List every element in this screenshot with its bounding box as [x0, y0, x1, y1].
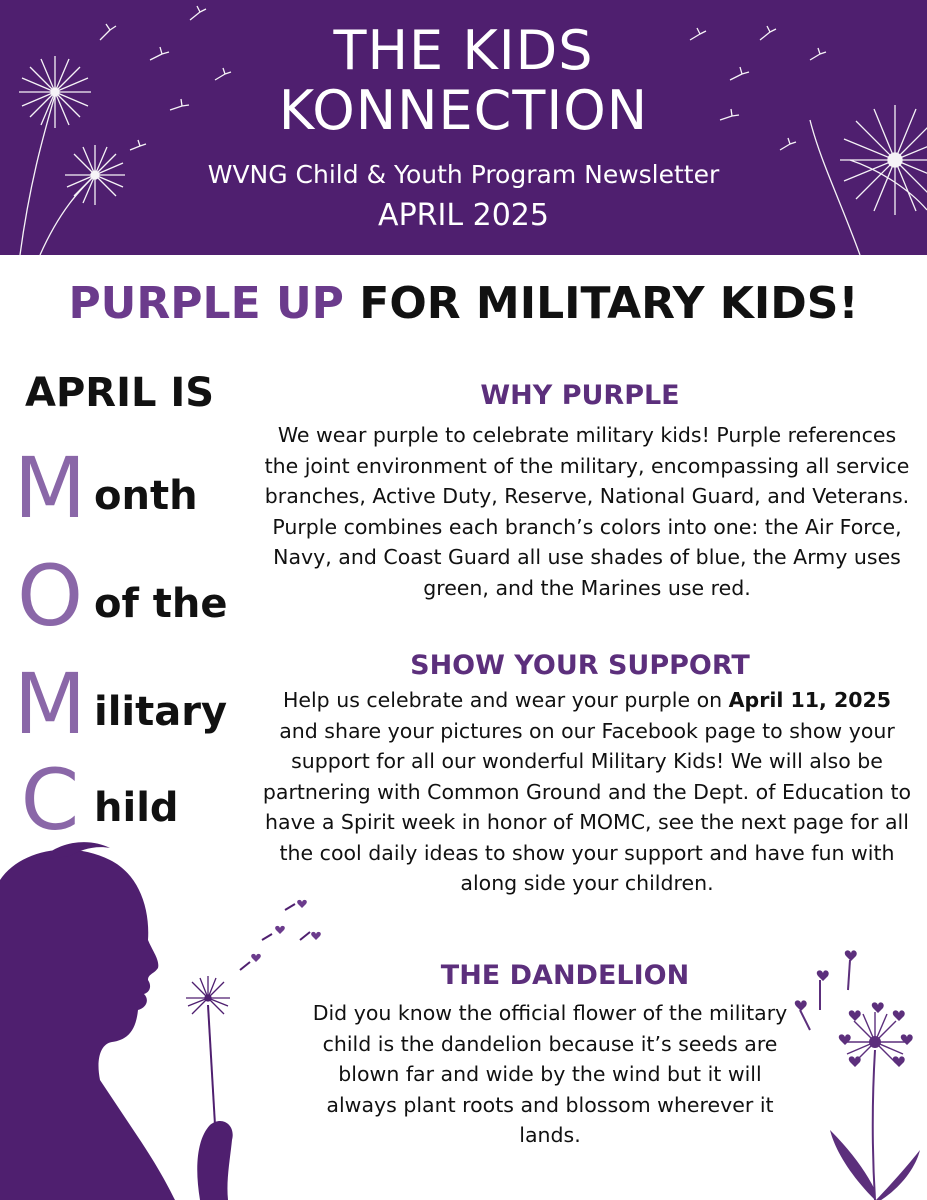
newsletter-title-line1: THE KIDS [333, 19, 594, 82]
momc-word: hild [94, 785, 179, 831]
show-support-heading: SHOW YOUR SUPPORT [410, 650, 750, 681]
newsletter-date: APRIL 2025 [378, 198, 549, 233]
momc-word: onth [94, 473, 198, 519]
newsletter-title-line2: KONNECTION [278, 79, 649, 142]
april-is-label: APRIL IS [25, 370, 215, 416]
child-blowing-dandelion-icon [0, 840, 340, 1200]
support-date: April 11, 2025 [728, 688, 892, 712]
momc-letter: C [20, 751, 80, 849]
headline-black-part: FOR MILITARY KIDS! [359, 278, 859, 329]
heart-dandelion-icon [780, 950, 927, 1200]
dandelion-heading: THE DANDELION [440, 960, 690, 991]
momc-letter: M [13, 439, 87, 537]
momc-word: of the [94, 581, 228, 627]
why-purple-heading: WHY PURPLE [480, 380, 680, 411]
headline-purple-part: PURPLE UP [68, 278, 344, 329]
momc-word: ilitary [94, 689, 228, 735]
page-headline [0, 278, 927, 329]
momc-letter: M [13, 655, 87, 753]
momc-letter: O [16, 547, 84, 645]
show-support-body [262, 685, 912, 899]
dandelion-body: Did you know the official flower of the military child is the dandelion because it’s seeds are blown far and wide by the wind but it will always plant roots and blossom wherever it lands. [312, 1001, 788, 1147]
newsletter-subtitle: WVNG Child & Youth Program Newsletter [207, 160, 720, 189]
header-banner [0, 0, 927, 255]
show-support-text-after: and share your pictures on our Facebook page to show your support for all our wonderful Military Kids! We will also be partnering with Common Ground and the Dept. of Education to have a Spirit week in honor of MOMC, see the next page for all the cool daily ideas to show your support and have fun with along side your children. [262, 718, 912, 895]
show-support-text-before: Help us celebrate and wear your purple on [282, 688, 729, 712]
why-purple-body: We wear purple to celebrate military kids! Purple references the joint environment of the military, encompassing all service branches, Active Duty, Reserve, National Guard, and Veterans. Purple combines each branch’s colors into one: the Air Force, Navy, and Coast Guard all use shades of blue, the Army uses green, and the Marines use red. [264, 423, 910, 600]
